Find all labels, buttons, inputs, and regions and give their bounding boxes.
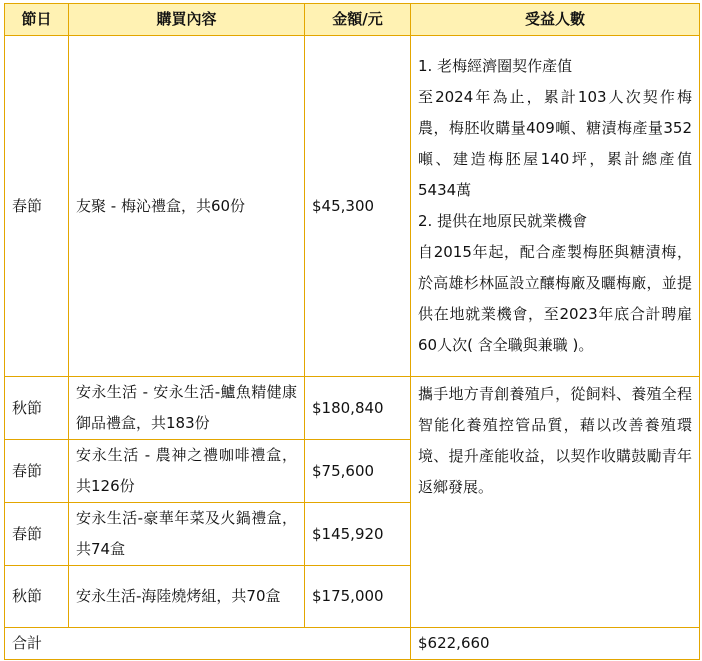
item-cell: 安永生活-豪華年菜及火鍋禮盒，共74盒 (69, 503, 305, 566)
festival-cell: 春節 (5, 440, 69, 503)
amount-cell: $45,300 (305, 36, 411, 377)
amount-cell: $75,600 (305, 440, 411, 503)
header-benefit: 受益人數 (411, 4, 700, 36)
header-item: 購買內容 (69, 4, 305, 36)
benefit-cell-group2: 攜手地方青創養殖戶，從飼料、養殖全程智能化養殖控管品質，藉以改善養殖環境、提升產能收益，以契作收購鼓勵青年返鄉發展。 (411, 377, 700, 628)
total-row (5, 628, 700, 660)
total-amount: $622,660 (411, 628, 700, 660)
amount-cell: $145,920 (305, 503, 411, 566)
header-row (5, 4, 700, 36)
table-row (5, 36, 700, 377)
amount-cell: $175,000 (305, 566, 411, 628)
festival-cell: 春節 (5, 503, 69, 566)
table-row (5, 377, 700, 440)
item-cell: 安永生活 - 安永生活-鱸魚精健康御品禮盒，共183份 (69, 377, 305, 440)
header-festival: 節日 (5, 4, 69, 36)
benefit-point1-title: 1. 老梅經濟圈契作產值 (418, 57, 573, 75)
item-cell: 友聚 - 梅沁禮盒，共60份 (69, 36, 305, 377)
festival-cell: 秋節 (5, 377, 69, 440)
item-cell: 安永生活-海陸燒烤組，共70盒 (69, 566, 305, 628)
benefit-cell-group1 (411, 36, 700, 377)
header-amount: 金額/元 (305, 4, 411, 36)
amount-cell: $180,840 (305, 377, 411, 440)
benefit-point2-text: 自2015年起，配合產製梅胚與糖漬梅，於高雄杉林區設立釀梅廠及曬梅廠，並提供在地就業機會，至2023年底合計聘雇60人次( 含全職與兼職 )。 (418, 243, 692, 354)
purchase-table (4, 3, 700, 660)
festival-cell: 春節 (5, 36, 69, 377)
item-cell: 安永生活 - 農神之禮咖啡禮盒，共126份 (69, 440, 305, 503)
total-label: 合計 (5, 628, 411, 660)
festival-cell: 秋節 (5, 566, 69, 628)
benefit-point2-title: 2. 提供在地原民就業機會 (418, 212, 588, 230)
benefit-point1-text: 至2024年為止，累計103人次契作梅農，梅胚收購量409噸、糖漬梅產量352噸、建造梅胚屋140坪，累計總產值5434萬 (418, 88, 692, 199)
